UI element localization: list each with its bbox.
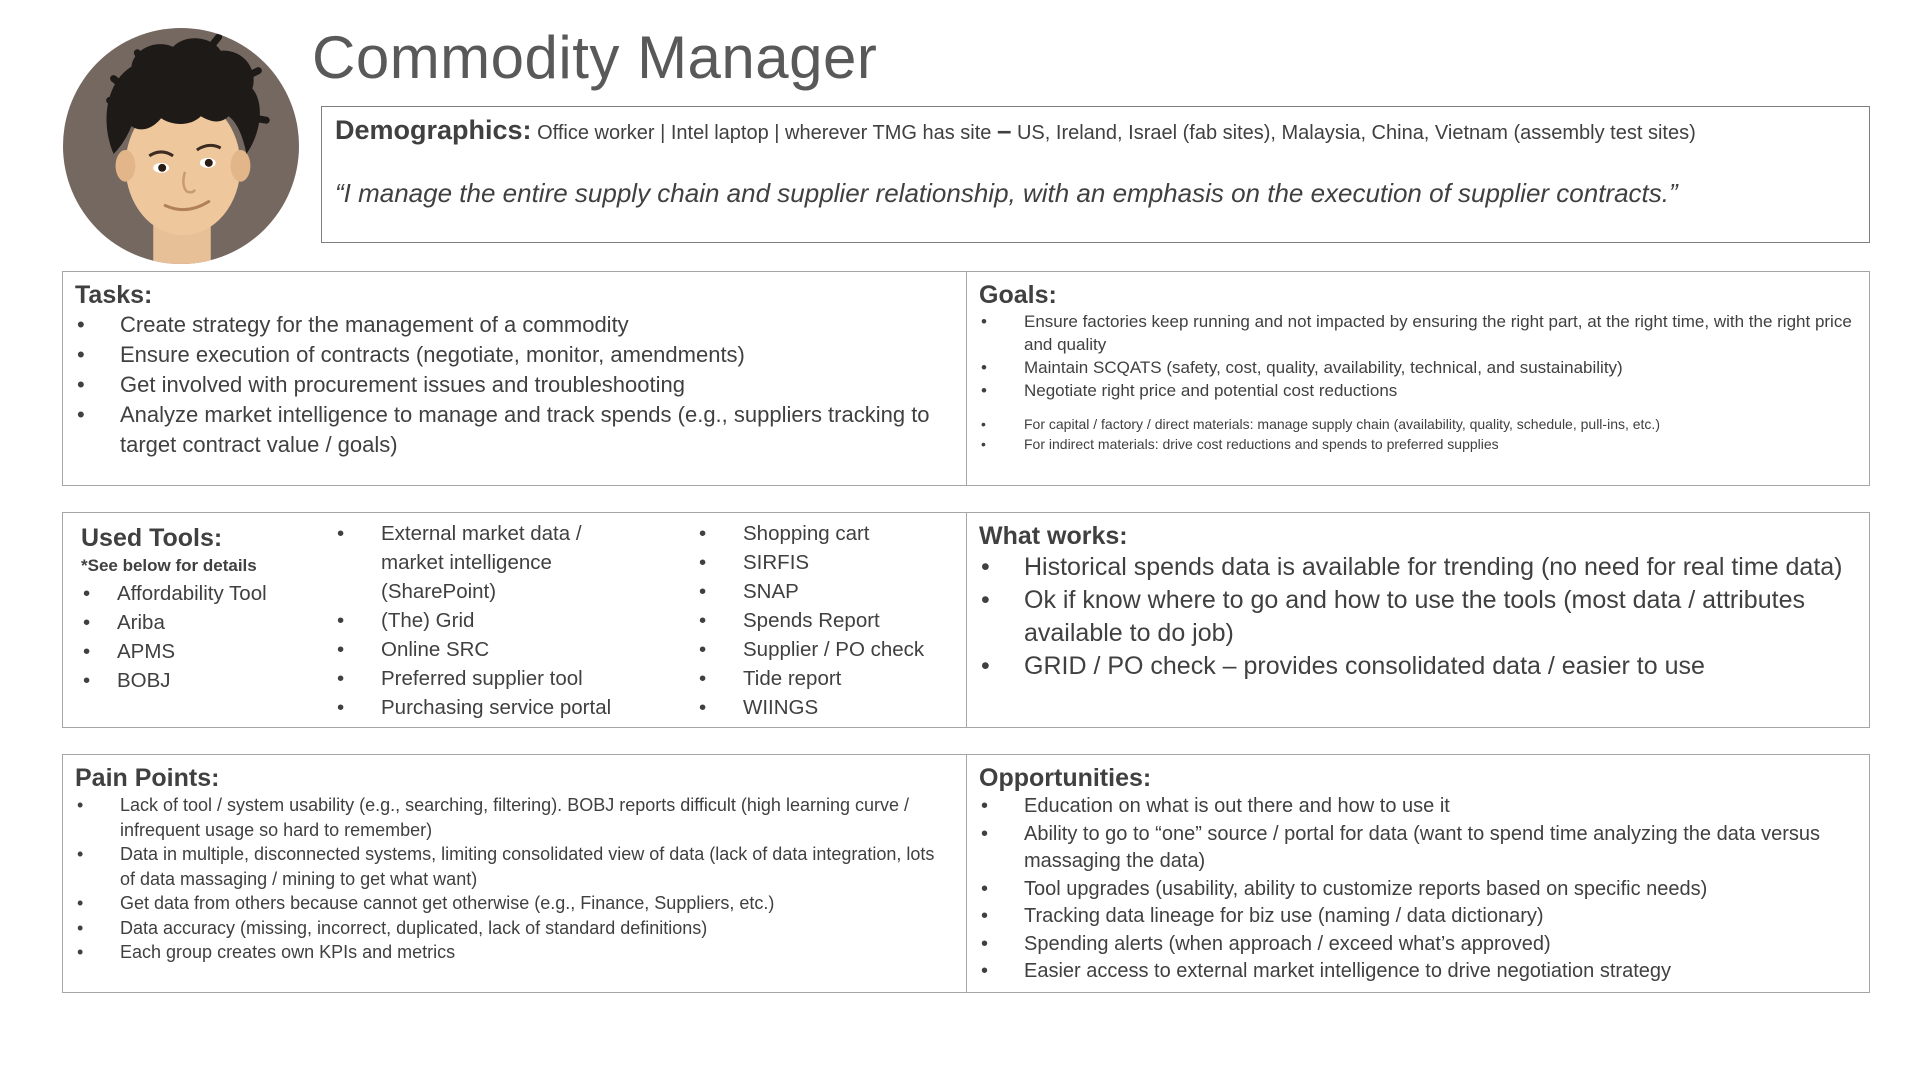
opportunities-header: Opportunities: [979, 764, 1152, 792]
demographics-box [321, 106, 1870, 243]
persona-quote: “I manage the entire supply chain and supplier relationship, with an emphasis on the execution of supplier contracts.” [335, 178, 1678, 208]
tools-box [62, 512, 967, 728]
list-item: • Tracking data lineage for biz use (naming / data dictionary) [979, 903, 1857, 931]
list-item: • Tool upgrades (usability, ability to customize reports based on specific needs) [979, 876, 1857, 904]
what-works-list [979, 551, 1857, 683]
tools-note: *See below for details [81, 556, 257, 575]
list-item: • GRID / PO check – provides consolidated data / easier to use [979, 650, 1857, 683]
what-works-box [966, 512, 1870, 728]
list-item: • APMS [81, 637, 311, 666]
list-item: • Affordability Tool [81, 579, 311, 608]
list-item: • Supplier / PO check [697, 635, 962, 664]
list-item: • Get involved with procurement issues and troubleshooting [75, 370, 954, 400]
list-item: • Negotiate right price and potential cost reductions [979, 379, 1857, 402]
list-item: • Analyze market intelligence to manage and track spends (e.g., suppliers tracking to target contract value / goals) [75, 400, 954, 460]
pain-points-box [62, 754, 967, 993]
list-item: • Ensure execution of contracts (negotiate, monitor, amendments) [75, 340, 954, 370]
list-item: • WIINGS [697, 693, 962, 722]
demographics-sites: US, Ireland, Israel (fab sites), Malaysia, China, Vietnam (assembly test sites) [1016, 122, 1696, 144]
list-item: • Ensure factories keep running and not impacted by ensuring the right part, at the right time, with the right price and quality [979, 310, 1857, 356]
list-item: • SNAP [697, 577, 962, 606]
goals-box [966, 271, 1870, 486]
list-item: • BOBJ [81, 666, 311, 695]
list-item: • Maintain SCQATS (safety, cost, quality, availability, technical, and sustainability) [979, 356, 1857, 379]
list-item: • Get data from others because cannot get otherwise (e.g., Finance, Suppliers, etc.) [75, 891, 954, 916]
tools-list-3 [697, 519, 962, 722]
tasks-list [75, 310, 954, 460]
list-item: • Preferred supplier tool [335, 664, 625, 693]
tools-header: Used Tools: [81, 524, 223, 552]
list-item: • Data accuracy (missing, incorrect, duplicated, lack of standard definitions) [75, 916, 954, 941]
list-item: • Ariba [81, 608, 311, 637]
persona-avatar [62, 27, 300, 265]
list-item: • SIRFIS [697, 548, 962, 577]
demographics-details: Office worker | Intel laptop | wherever TMG has site [537, 122, 992, 144]
list-item: • Each group creates own KPIs and metrics [75, 940, 954, 965]
tools-column-1 [81, 523, 311, 695]
tools-list-2 [335, 519, 625, 722]
list-item: • Spends Report [697, 606, 962, 635]
opportunities-list [979, 793, 1857, 986]
list-item: • Ok if know where to go and how to use the tools (most data / attributes available to do job) [979, 584, 1857, 650]
list-item: • For indirect materials: drive cost reductions and spends to preferred supplies [979, 434, 1857, 454]
tools-column-2 [335, 519, 625, 722]
list-item: • Online SRC [335, 635, 625, 664]
list-item: • Purchasing service portal [335, 693, 625, 722]
list-item: • For capital / factory / direct materials: manage supply chain (availability, quality, schedule, pull-ins, etc.) [979, 414, 1857, 434]
list-item: • Historical spends data is available for trending (no need for real time data) [979, 551, 1857, 584]
goals-header: Goals: [979, 281, 1057, 309]
demographics-line [335, 115, 1856, 148]
list-item: • (The) Grid [335, 606, 625, 635]
list-item: • Data in multiple, disconnected systems, limiting consolidated view of data (lack of data integration, lots of data massaging / mining to get what want) [75, 842, 954, 891]
list-item: • Ability to go to “one” source / portal for data (want to spend time analyzing the data versus massaging the data) [979, 821, 1857, 876]
pain-points-header: Pain Points: [75, 764, 220, 792]
goals-sub-list [979, 414, 1857, 454]
list-item: • Tide report [697, 664, 962, 693]
list-item: • External market data / market intelligence (SharePoint) [335, 519, 611, 606]
pain-points-list [75, 793, 954, 965]
demographics-separator: – [996, 115, 1012, 145]
list-item: • Education on what is out there and how to use it [979, 793, 1857, 821]
goals-list [979, 310, 1857, 402]
tools-list-1 [81, 579, 311, 695]
list-item: • Lack of tool / system usability (e.g., searching, filtering). BOBJ reports difficult (high learning curve / infrequent usage so hard to remember) [75, 793, 954, 842]
list-item: • Easier access to external market intelligence to drive negotiation strategy [979, 958, 1857, 986]
demographics-label: Demographics: [335, 115, 532, 145]
tools-column-3 [697, 519, 962, 722]
opportunities-box [966, 754, 1870, 993]
what-works-header: What works: [979, 522, 1128, 550]
list-item: • Spending alerts (when approach / exceed what’s approved) [979, 931, 1857, 959]
list-item: • Create strategy for the management of a commodity [75, 310, 954, 340]
tasks-box [62, 271, 967, 486]
page-title: Commodity Manager [312, 24, 878, 91]
tasks-header: Tasks: [75, 281, 153, 309]
list-item: • Shopping cart [697, 519, 962, 548]
